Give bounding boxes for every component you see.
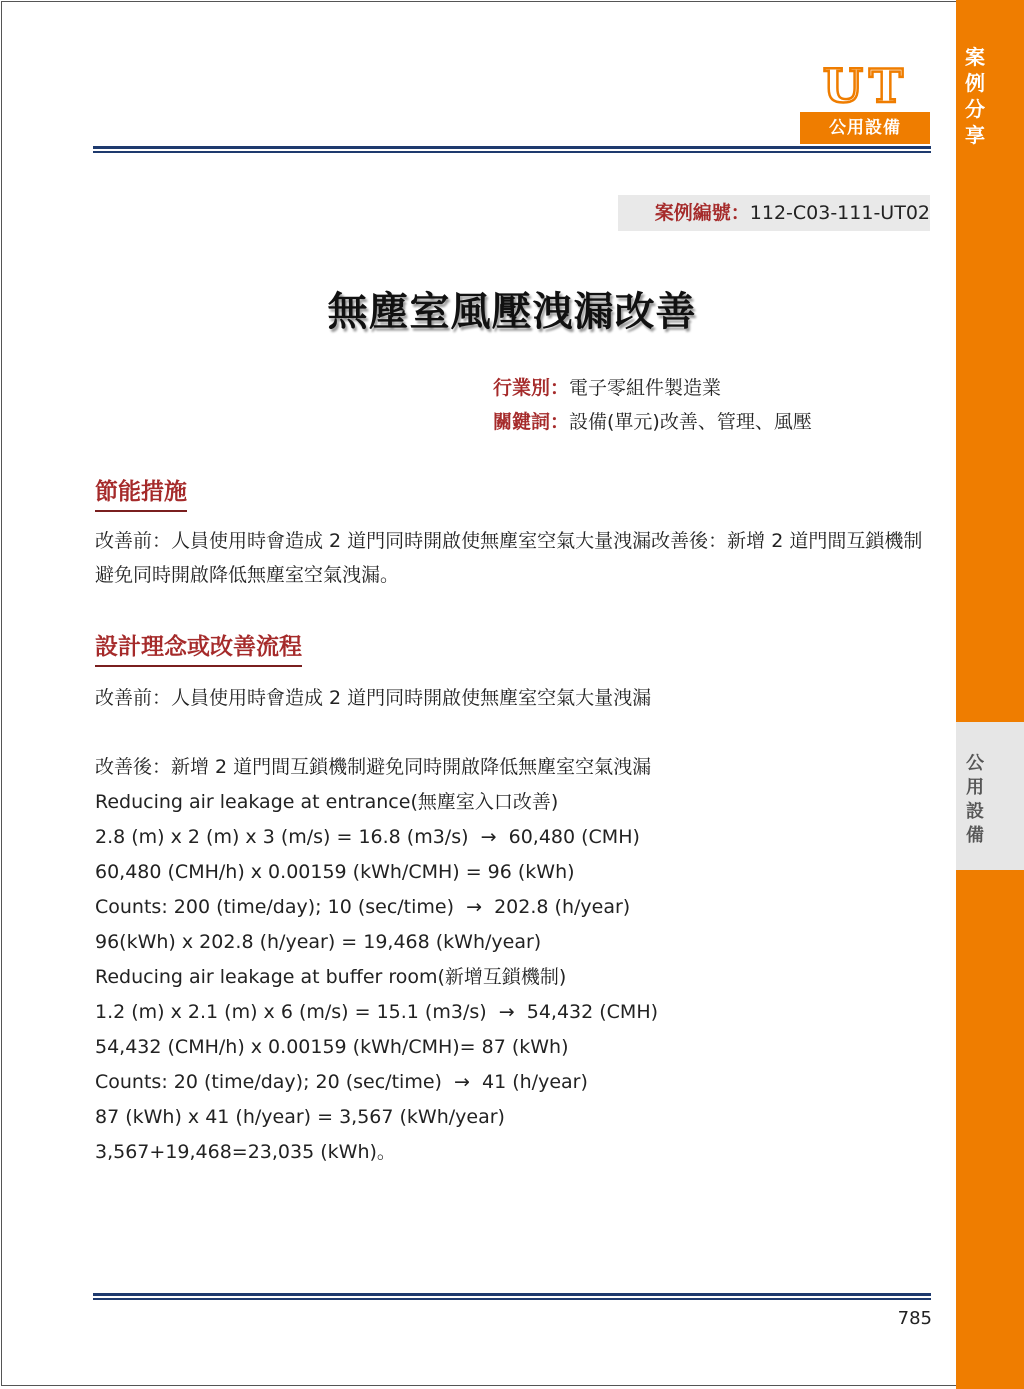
body-line: 60,480 (CMH/h) x 0.00159 (kWh/CMH) = 96 (kWh) <box>95 861 575 883</box>
body-line: Reducing air leakage at entrance(無塵室入口改善) <box>95 791 559 813</box>
side-tab-utility-label[interactable]: 公用設備 <box>966 753 984 846</box>
header-divider <box>93 146 931 153</box>
industry-label: 行業別： <box>493 377 570 399</box>
industry-row <box>493 374 721 402</box>
case-number-label: 案例編號： <box>654 202 750 224</box>
ut-logo-letters: UT <box>822 64 910 108</box>
body-line: 3,567+19,468=23,035 (kWh)。 <box>95 1141 396 1163</box>
design-process-before: 改善前：人員使用時會造成 2 道門同時開啟使無塵室空氣大量洩漏 <box>95 687 652 709</box>
keywords-label: 關鍵詞： <box>493 411 570 433</box>
body-line: Reducing air leakage at buffer room(新增互鎖機制) <box>95 966 567 988</box>
page-number: 785 <box>897 1308 932 1329</box>
body-line: 96(kWh) x 202.8 (h/year) = 19,468 (kWh/year) <box>95 931 542 953</box>
calculation-lines <box>95 750 935 1170</box>
body-line: 87 (kWh) x 41 (h/year) = 3,567 (kWh/year) <box>95 1106 505 1128</box>
logo-subtitle: 公用設備 <box>800 112 930 144</box>
body-line: 改善後：新增 2 道門間互鎖機制避免同時開啟降低無塵室空氣洩漏 <box>95 756 652 778</box>
case-number-value: 112-C03-111-UT02 <box>749 202 930 224</box>
body-line: 1.2 (m) x 2.1 (m) x 6 (m/s) = 15.1 (m3/s) → 54,432 (CMH) <box>95 1001 659 1023</box>
section-heading-energy-measures: 節能措施 <box>95 473 187 512</box>
page-title: 無塵室風壓洩漏改善 <box>327 289 697 335</box>
energy-measures-text: 改善前：人員使用時會造成 2 道門同時開啟使無塵室空氣大量洩漏改善後：新增 2 道門間互鎖機制避免同時開啟降低無塵室空氣洩漏。 <box>95 530 923 586</box>
case-number-box <box>618 195 930 231</box>
side-tab-bar <box>956 0 1024 1389</box>
section-heading-design-process: 設計理念或改善流程 <box>95 628 302 667</box>
keywords-value: 設備(單元)改善、管理、風壓 <box>569 411 812 433</box>
industry-value: 電子零組件製造業 <box>569 377 722 399</box>
footer-divider <box>93 1293 931 1300</box>
body-line: 54,432 (CMH/h) x 0.00159 (kWh/CMH)= 87 (kWh) <box>95 1036 569 1058</box>
body-line: 2.8 (m) x 2 (m) x 3 (m/s) = 16.8 (m3/s) → 60,480 (CMH) <box>95 826 640 848</box>
side-tab-case-share[interactable]: 案例分享 <box>965 45 985 147</box>
body-line: Counts: 20 (time/day); 20 (sec/time) → 41 (h/year) <box>95 1071 588 1093</box>
keywords-row <box>493 408 812 436</box>
body-line: Counts: 200 (time/day); 10 (sec/time) → 202.8 (h/year) <box>95 896 631 918</box>
ut-logo-icon <box>802 64 930 108</box>
